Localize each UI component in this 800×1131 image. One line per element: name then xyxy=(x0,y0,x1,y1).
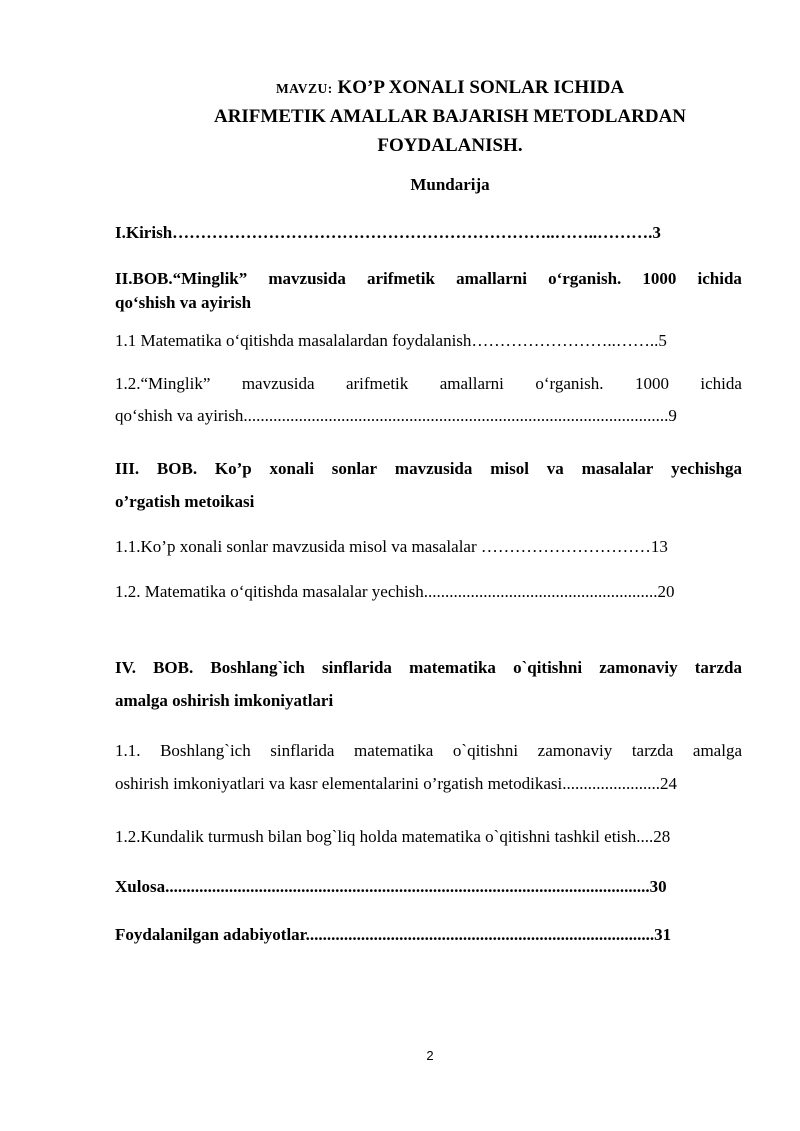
topic-title-line-2: ARIFMETIK AMALLAR BAJARISH METODLARDAN xyxy=(213,106,687,127)
word: matematika xyxy=(409,658,496,677)
toc-heading: Mundarija xyxy=(410,175,490,194)
toc-entry-3-2: 1.2. Matematika o‘qitishda masalalar yechish.......................................................20 xyxy=(115,582,675,601)
toc-entry-adabiyotlar: Foydalanilgan adabiyotlar..................................................................................31 xyxy=(115,925,672,944)
word: BOB. xyxy=(156,459,198,478)
topic-title-line-3: FOYDALANISH. xyxy=(377,135,523,156)
word: o`qitishni xyxy=(452,741,519,760)
word: II.BOB.“Minglik” xyxy=(115,269,248,288)
word: mavzusida xyxy=(268,269,346,288)
word: yechishga xyxy=(671,459,742,478)
word: BOB. xyxy=(153,658,194,677)
toc-entry-kirish: I.Kirish…………………………………………………………..……..……….3 xyxy=(115,223,661,242)
word: misol xyxy=(490,459,529,478)
word: o`qitishni xyxy=(513,658,583,677)
word: zamonaviy xyxy=(537,741,613,760)
word: Boshlang`ich xyxy=(210,658,305,677)
word: amalga xyxy=(692,741,742,760)
toc-chapter-3-title-line-1 xyxy=(115,457,742,481)
toc-entry-2-1: 1.1 Matematika o‘qitishda masalalardan foydalanish……………………..……..5 xyxy=(115,331,667,350)
toc-entry-3-1: 1.1.Ko’p xonali sonlar mavzusida misol va masalalar …………………………13 xyxy=(115,537,668,556)
toc-entry-xulosa: Xulosa..................................................................................................................30 xyxy=(115,877,667,896)
toc-chapter-3-title-line-2: o’rgatish metoikasi xyxy=(115,492,255,511)
word: masalalar xyxy=(581,459,654,478)
toc-entry-4-2: 1.2.Kundalik turmush bilan bog`liq holda matematika o`qitishni tashkil etish....28 xyxy=(115,827,671,846)
word: o‘rganish. xyxy=(535,374,604,393)
toc-entry-2-2-line-2: qo‘shish va ayirish....................................................................................................9 xyxy=(115,406,677,425)
word: 1.1. xyxy=(115,741,141,760)
word: ichida xyxy=(697,269,742,288)
topic-title-text-1: KO’P XONALI SONLAR ICHIDA xyxy=(337,77,625,98)
toc-chapter-2-title-line-2: qo‘shish va ayirish xyxy=(115,293,252,312)
page-number: 2 xyxy=(426,1048,434,1063)
word: o‘rganish. xyxy=(548,269,622,288)
word: sonlar xyxy=(331,459,378,478)
word: tarzda xyxy=(631,741,674,760)
word: va xyxy=(546,459,564,478)
topic-prefix: MAVZU: xyxy=(275,81,333,96)
word: matematika xyxy=(354,741,434,760)
word: Ko’p xyxy=(214,459,252,478)
word: 1000 xyxy=(642,269,677,288)
word: mavzusida xyxy=(394,459,473,478)
word: zamonaviy xyxy=(599,658,678,677)
toc-chapter-4-title-line-2: amalga oshirish imkoniyatlari xyxy=(115,691,334,710)
word: 1000 xyxy=(634,374,669,393)
word: arifmetik xyxy=(366,269,435,288)
word: mavzusida xyxy=(241,374,315,393)
word: sinflarida xyxy=(270,741,335,760)
word: sinflarida xyxy=(322,658,392,677)
topic-title-line-1 xyxy=(120,75,780,102)
word: IV. xyxy=(115,658,136,677)
word: 1.2.“Minglik” xyxy=(115,374,211,393)
toc-chapter-4-title-line-1 xyxy=(115,656,742,680)
toc-entry-2-2-line-1 xyxy=(115,372,742,396)
toc-entry-4-1-line-2: oshirish imkoniyatlari va kasr elementalarini o’rgatish metodikasi.......................24 xyxy=(115,774,677,793)
toc-chapter-2-title-line-1 xyxy=(115,267,742,291)
toc-entry-4-1-line-1 xyxy=(115,739,742,763)
word: Boshlang`ich xyxy=(160,741,251,760)
word: amallarni xyxy=(439,374,504,393)
word: arifmetik xyxy=(345,374,409,393)
word: ichida xyxy=(700,374,742,393)
word: amallarni xyxy=(456,269,527,288)
word: III. xyxy=(115,459,140,478)
word: xonali xyxy=(269,459,314,478)
word: tarzda xyxy=(694,658,742,677)
